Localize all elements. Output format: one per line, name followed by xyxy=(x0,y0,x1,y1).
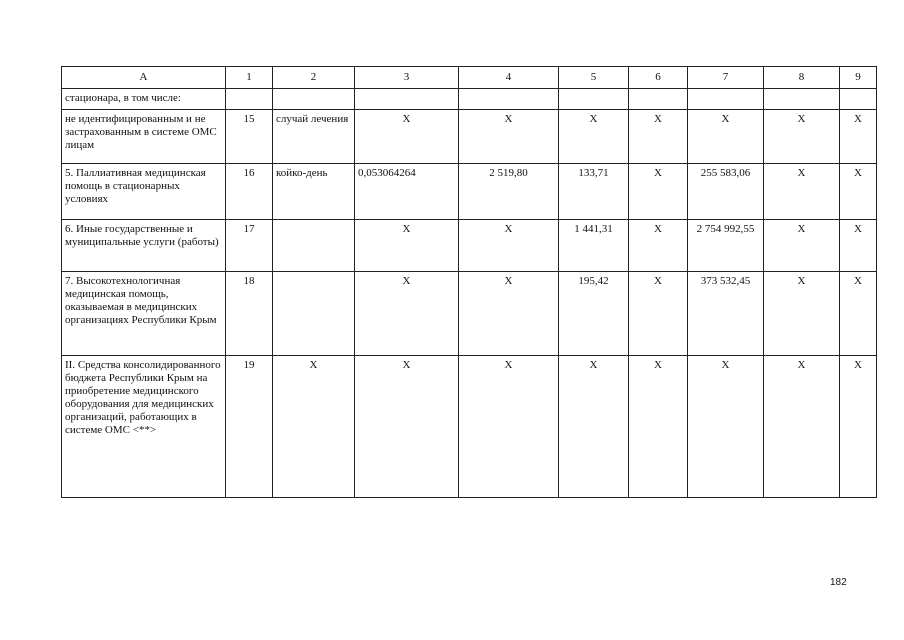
cell-col1: 18 xyxy=(226,272,273,356)
cell-col1: 19 xyxy=(226,356,273,498)
header-cell-7: 7 xyxy=(688,67,764,89)
cell-col5: 195,42 xyxy=(559,272,629,356)
row-label: II. Средства консолидированного бюджета Республики Крым на приобретение медицинского оборудования для медицинских организаций, работающих в системе ОМС <**> xyxy=(62,356,226,498)
cell-col4 xyxy=(459,89,559,110)
cell-col6: Х xyxy=(629,110,688,164)
cell-col9 xyxy=(840,89,877,110)
cell-col6: Х xyxy=(629,220,688,272)
cell-col9: Х xyxy=(840,356,877,498)
cell-col5 xyxy=(559,89,629,110)
header-cell-9: 9 xyxy=(840,67,877,89)
cell-col2 xyxy=(273,89,355,110)
cell-col5: Х xyxy=(559,356,629,498)
row-label: 7. Высокотехнологичная медицинская помощь, оказываемая в медицинских организациях Республики Крым xyxy=(62,272,226,356)
cell-col7 xyxy=(688,89,764,110)
cell-col3: Х xyxy=(355,356,459,498)
header-cell-3: 3 xyxy=(355,67,459,89)
table-row xyxy=(62,356,877,498)
cell-col8 xyxy=(764,89,840,110)
cell-col6 xyxy=(629,89,688,110)
cell-col1: 16 xyxy=(226,164,273,220)
cell-col8: Х xyxy=(764,164,840,220)
cell-col6: Х xyxy=(629,356,688,498)
cell-col2 xyxy=(273,272,355,356)
cell-col9: Х xyxy=(840,272,877,356)
cell-col2: случай лечения xyxy=(273,110,355,164)
header-cell-8: 8 xyxy=(764,67,840,89)
cell-col7: 2 754 992,55 xyxy=(688,220,764,272)
row-label: 6. Иные государственные и муниципальные услуги (работы) xyxy=(62,220,226,272)
cell-col9: Х xyxy=(840,164,877,220)
cell-col3: Х xyxy=(355,220,459,272)
page-number: 182 xyxy=(830,577,847,588)
cell-col4: 2 519,80 xyxy=(459,164,559,220)
cell-col5: 133,71 xyxy=(559,164,629,220)
header-cell-2: 2 xyxy=(273,67,355,89)
cell-col8: Х xyxy=(764,220,840,272)
cell-col7: Х xyxy=(688,356,764,498)
cell-col6: Х xyxy=(629,272,688,356)
cell-col4: Х xyxy=(459,220,559,272)
cell-col8: Х xyxy=(764,356,840,498)
cell-col1: 15 xyxy=(226,110,273,164)
header-cell-6: 6 xyxy=(629,67,688,89)
cell-col7: Х xyxy=(688,110,764,164)
table-row xyxy=(62,220,877,272)
cell-col2: койко-день xyxy=(273,164,355,220)
cell-col3: 0,053064264 xyxy=(355,164,459,220)
header-cell-1: 1 xyxy=(226,67,273,89)
cell-col5: Х xyxy=(559,110,629,164)
header-cell-a: А xyxy=(62,67,226,89)
table-row xyxy=(62,110,877,164)
cell-col3 xyxy=(355,89,459,110)
cell-col8: Х xyxy=(764,110,840,164)
cell-col4: Х xyxy=(459,110,559,164)
table-row xyxy=(62,272,877,356)
cell-col2 xyxy=(273,220,355,272)
cell-col6: Х xyxy=(629,164,688,220)
cell-col9: Х xyxy=(840,110,877,164)
cell-col5: 1 441,31 xyxy=(559,220,629,272)
cell-col1: 17 xyxy=(226,220,273,272)
cell-col2: Х xyxy=(273,356,355,498)
row-label: стационара, в том числе: xyxy=(62,89,226,110)
cell-col7: 255 583,06 xyxy=(688,164,764,220)
header-row xyxy=(62,67,877,89)
table-row xyxy=(62,164,877,220)
data-table xyxy=(61,66,877,498)
cell-col8: Х xyxy=(764,272,840,356)
cell-col1 xyxy=(226,89,273,110)
cell-col7: 373 532,45 xyxy=(688,272,764,356)
cell-col4: Х xyxy=(459,272,559,356)
cell-col3: Х xyxy=(355,110,459,164)
cell-col9: Х xyxy=(840,220,877,272)
cell-col3: Х xyxy=(355,272,459,356)
cell-col4: Х xyxy=(459,356,559,498)
table-row xyxy=(62,89,877,110)
row-label: не идентифицированным и не застрахованным в системе ОМС лицам xyxy=(62,110,226,164)
row-label: 5. Паллиативная медицинская помощь в стационарных условиях xyxy=(62,164,226,220)
header-cell-4: 4 xyxy=(459,67,559,89)
header-cell-5: 5 xyxy=(559,67,629,89)
